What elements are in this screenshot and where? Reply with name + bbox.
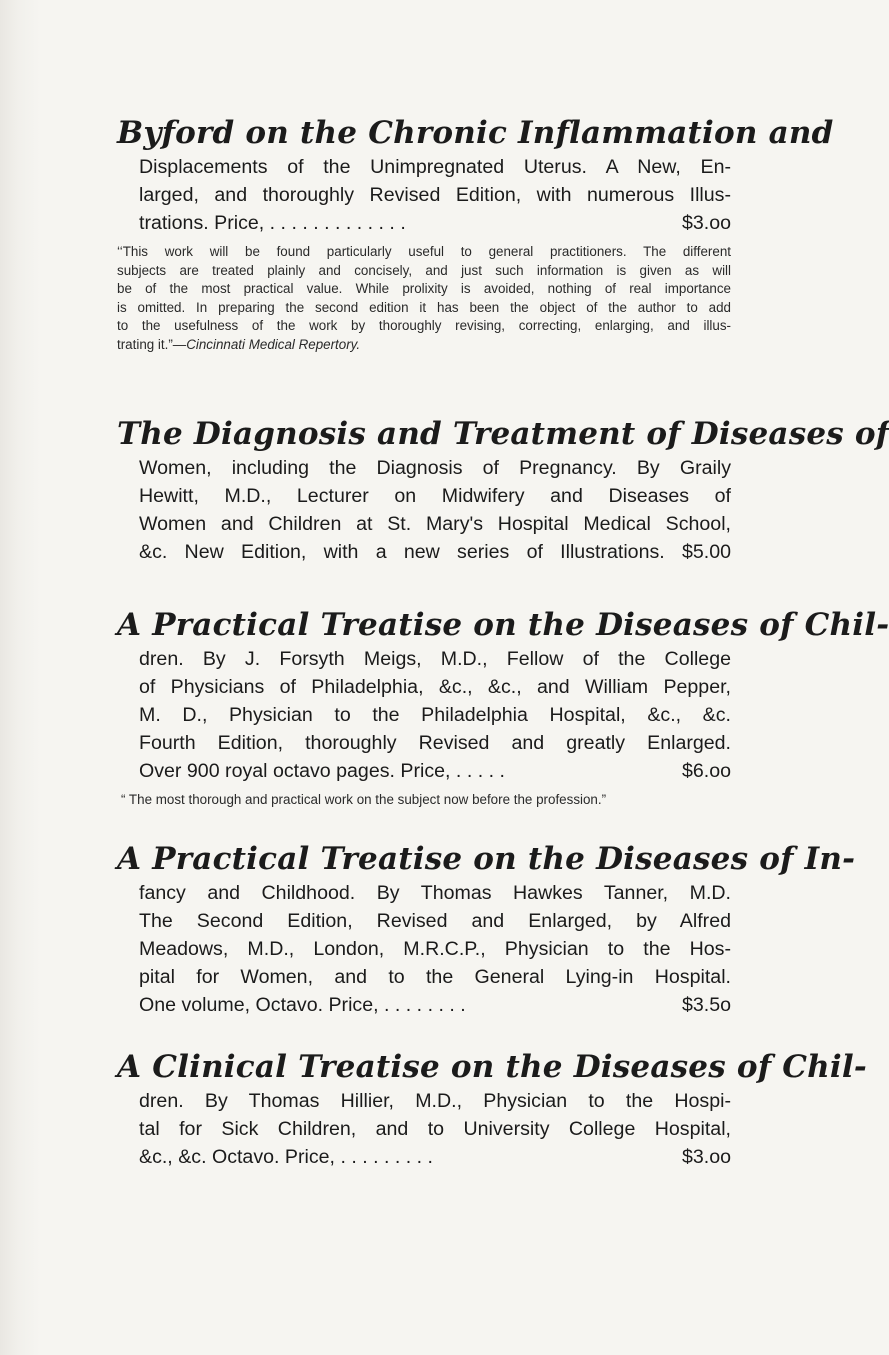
book-description [139,1087,731,1171]
price-line [139,991,731,1019]
book-title: The Diagnosis and Treatment of Diseases of [117,416,889,452]
description-line: Women, including the Diagnosis of Pregnancy. By Graily [139,457,731,479]
book-description [139,879,731,1019]
description-line: Displacements of the Unimpregnated Uterus. A New, En- [139,156,731,178]
review-line: “ The most thorough and practical work on the subject now before the profession.” [121,792,607,807]
review-line: subjects are treated plainly and concisely, and just such information is given as will [117,262,731,278]
price-lead: One volume, Octavo. Price, . . . . . . . . [139,994,466,1016]
book-entry-hewitt [117,414,889,566]
price: $3.oo [681,212,731,234]
description-line: Meadows, M.D., London, M.R.C.P., Physician to the Hos- [139,938,731,960]
book-title: A Clinical Treatise on the Diseases of Chil- [117,1049,867,1085]
book-title: Byford on the Chronic Inflammation and [117,115,834,151]
price-line [139,1143,731,1171]
description-line: &c. New Edition, with a new series of Illustrations. $5.00 [139,541,731,563]
description-line: Women and Children at St. Mary's Hospital Medical School, [139,513,731,535]
price-lead: Over 900 royal octavo pages. Price, . . . . . [139,760,505,782]
description-line: of Physicians of Philadelphia, &c., &c., and William Pepper, [139,676,731,698]
description-line: Fourth Edition, thoroughly Revised and greatly Enlarged. [139,732,731,754]
review-line: to the usefulness of the work by thoroughly revising, correcting, enlarging, and illus- [117,318,731,333]
description-line: larged, and thoroughly Revised Edition, with numerous Illus- [139,184,731,206]
book-title: A Practical Treatise on the Diseases of Chil- [117,607,889,643]
book-entry-tanner [117,839,856,1019]
review-quote [117,243,731,354]
price-line [139,757,731,785]
description-line: M. D., Physician to the Philadelphia Hospital, &c., &c. [139,704,731,726]
description-line: Hewitt, M.D., Lecturer on Midwifery and Diseases of [139,485,731,507]
price-lead: trations. Price, . . . . . . . . . . . . . [139,212,406,234]
description-line: dren. By Thomas Hillier, M.D., Physician to the Hospi- [139,1090,731,1112]
review-source: Cincinnati Medical Repertory. [186,336,361,352]
book-title: A Practical Treatise on the Diseases of In- [117,841,856,877]
description-line: The Second Edition, Revised and Enlarged, by Alfred [139,910,731,932]
review-line: be of the most practical value. While prolixity is avoided, nothing of real importance [117,281,731,296]
price-line [139,209,731,237]
description-line: pital for Women, and to the General Lying-in Hospital. [139,966,731,988]
book-entry-hillier [117,1047,867,1171]
price: $3.oo [681,1146,731,1168]
description-line: tal for Sick Children, and to University College Hospital, [139,1118,731,1140]
book-entry-byford [117,113,834,354]
review-quote [121,791,731,810]
price-lead: &c., &c. Octavo. Price, . . . . . . . . . [139,1146,433,1168]
book-entry-meigs [117,605,889,810]
book-description [139,153,731,237]
review-line: ‘‘This work will be found particularly useful to general practitioners. The different [117,244,731,259]
price: $6.oo [681,760,731,782]
review-line: is omitted. In preparing the second edition it has been the object of the author to add [117,299,731,315]
review-line [117,336,731,355]
book-description [139,454,731,566]
price: $3.5o [681,994,731,1016]
description-line: dren. By J. Forsyth Meigs, M.D., Fellow of the College [139,648,731,670]
description-line: fancy and Childhood. By Thomas Hawkes Tanner, M.D. [139,882,731,904]
book-description [139,645,731,785]
review-text: trating it.”— [117,336,187,352]
